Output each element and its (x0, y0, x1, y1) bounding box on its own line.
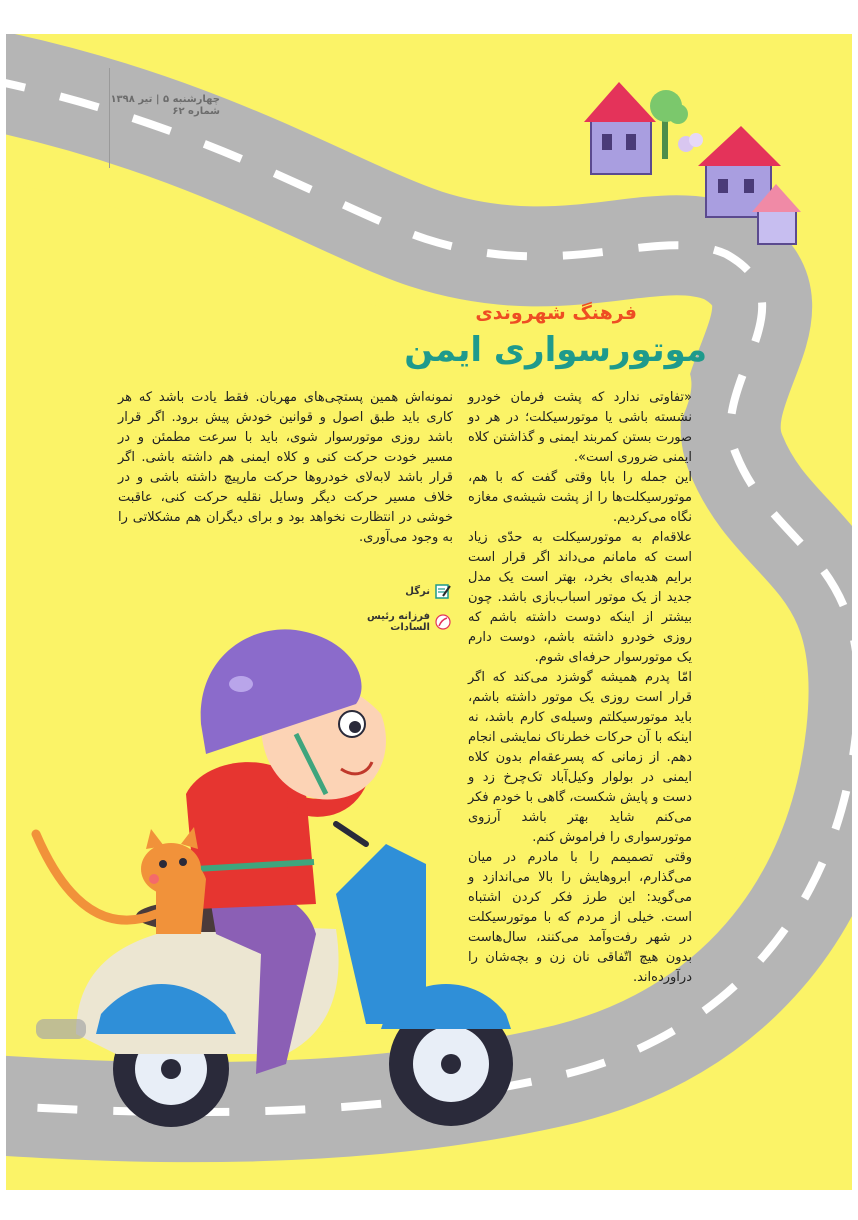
paragraph: وقتی تصمیمم را با مادرم در میان می‌گذارم، ابروهایش را بالا می‌اندازد و می‌گوید: این طرز فکر کردن اشتباه است. خیلی از مردم که با موتورسیکلت در شهر رفت‌وآمد می‌کنند، سال‌هاست بدون هیچ اتّفاقی نان زن و بچه‌شان را درآورده‌اند. (468, 850, 692, 985)
paragraph: نمونه‌اش همین پستچی‌های مهربان. فقط یادت باشد که هر کاری باید طبق اصول و قوانین خودش پیش برود. اگر قرار باشد روزی موتورسوار شوی، باید با سرعت مطمئن و در مسیر خودت حرکت کنی و کلاه ایمنی هم داشته باشی. اگر قرار باشد لابه‌لای خودروها حرکت مارپیچ داشته باشی و در خلاف مسیر حرکت دیگر وسایل نقلیه حرکت کنی، عاقبت خوشی در انتظارت نخواهد بود و برای دیگران هم مشکلاتی را به وجود می‌آوری. (118, 390, 453, 545)
author-name: نرگل (405, 585, 430, 597)
pencil-note-icon (435, 583, 451, 599)
paragraph: امّا پدرم همیشه گوشزد می‌کند که اگر قرار است روزی یک موتور داشته باشم، باید موتورسیکلتم وسیله‌ی کارم باشد، نه اینکه با آن حرکات خطرناک نمایشی انجام دهم. از زمانی که پسرعقه‌ام بدون کلاه ایمنی در بولوار وکیل‌آباد تک‌چرخ زد و دست و پایش شکست، گاهی با خودم فکر می‌کنم شاید بهتر باشد آرزوی موتورسواری را فراموش کنم. (468, 670, 692, 845)
author-credit (336, 580, 451, 602)
scooter-front-panel (336, 844, 426, 1024)
magazine-page (6, 34, 852, 1190)
paragraph: «تفاوتی ندارد که پشت فرمان خودرو نشسته باشی یا موتورسیکلت؛ در هر دو صورت بستن کمربند ایمنی و گذاشتن کلاه ایمنی ضروری است». (468, 390, 692, 465)
exhaust-smoke (36, 1019, 86, 1039)
credits (336, 580, 451, 642)
paragraph: این جمله را بابا وقتی گفت که با هم، موتورسیکلت‌ها را از پشت شیشه‌ی مغازه نگاه می‌کردیم. (468, 470, 692, 525)
issue-date: چهارشنبه ۵ | تیر ۱۳۹۸ (110, 94, 220, 105)
article-column-right (468, 388, 692, 988)
issue-number: شماره ۶۲ (172, 106, 220, 117)
illustrator-name: فرزانه رئیس السادات (367, 611, 430, 633)
cat (36, 827, 206, 934)
issue-info (110, 94, 220, 118)
illustrator-credit (336, 611, 451, 633)
paragraph: علاقه‌ام به موتورسیکلت به حدّی زیاد است که مامانم می‌داند اگر قرار است برایم هدیه‌ای بخرد، بهتر است یک مدل جدید از یک موتور اسباب‌بازی باشد. چون بیشتر از اینکه دوست داشته باشم که روزی خودرو داشته باشم، دوست دارم یک موتورسوار حرفه‌ای شوم. (468, 530, 692, 665)
article-column-left (118, 388, 453, 548)
article-title: موتورسواری ایمن (404, 330, 707, 370)
cat-ear (146, 829, 164, 849)
scooter-handlebar (336, 824, 366, 844)
fold-line (109, 68, 110, 168)
brush-icon (435, 614, 451, 630)
cat-tail (36, 834, 156, 920)
article-kicker: فرهنگ شهروندی (475, 302, 637, 324)
helmet-shine (229, 676, 253, 692)
cat-head (141, 843, 201, 895)
